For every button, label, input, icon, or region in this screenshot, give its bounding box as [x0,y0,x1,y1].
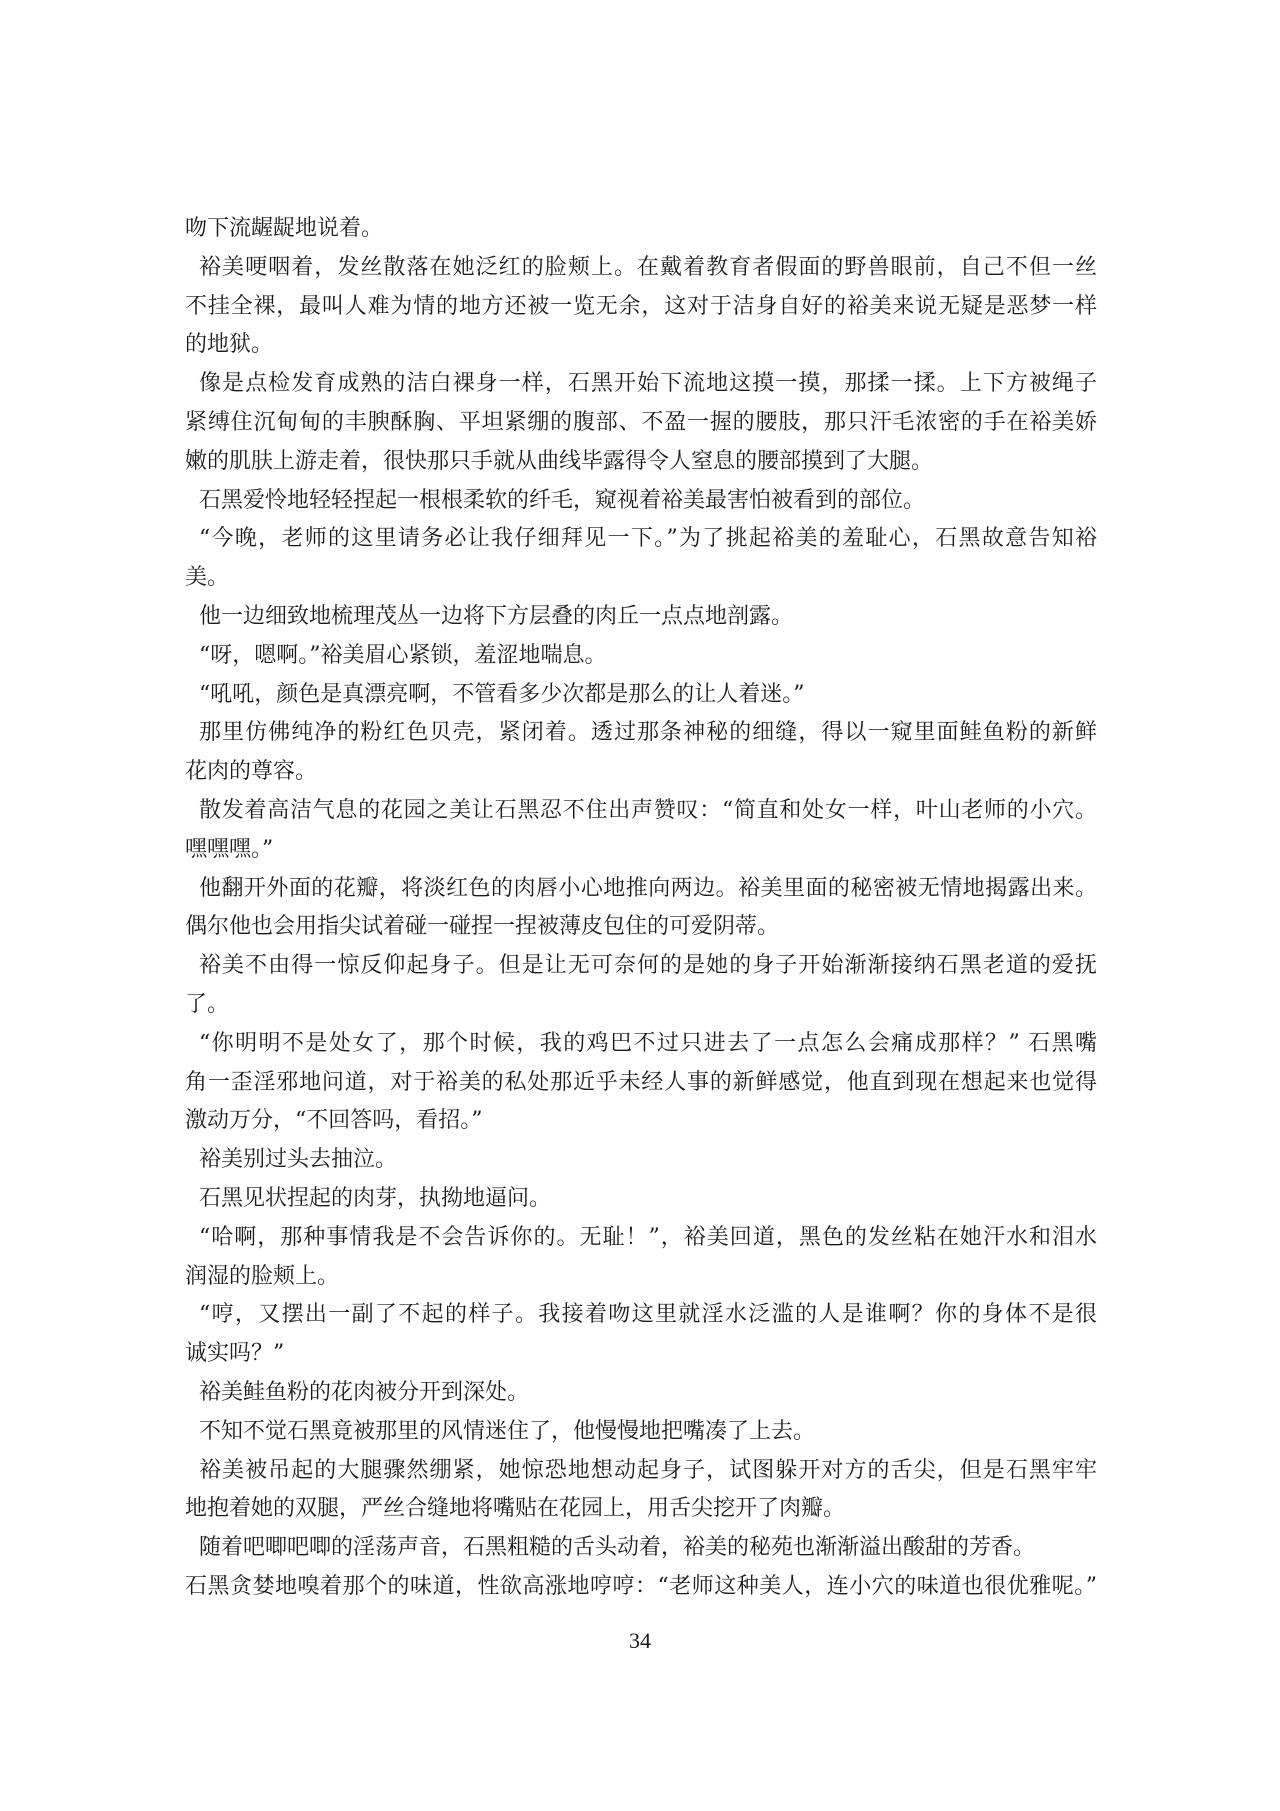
text-line: “哼，又摆出一副了不起的样子。我接着吻这里就淫水泛滥的人是谁啊？你的身体不是很 [199,1302,1097,1328]
text-line: 激动万分，“不回答吗，看招。” [185,1108,483,1134]
text-line: 润湿的脸颊上。 [185,1263,340,1289]
paragraph [185,520,1097,598]
text-line: “呀，嗯啊。”裕美眉心紧锁，羞涩地喘息。 [199,642,607,668]
paragraph [185,1296,1097,1374]
text-line: 石黑爱怜地轻轻捏起一根根柔软的纤毛，窥视着裕美最害怕被看到的部位。 [199,487,926,513]
paragraph [185,870,1097,948]
text-line: 偶尔他也会用指尖试着碰一碰捏一捏被薄皮包住的可爱阴蒂。 [185,914,780,940]
text-line: 的地狱。 [185,332,274,358]
text-line: 裕美别过头去抽泣。 [199,1147,398,1173]
text-line: 裕美哽咽着，发丝散落在她泛红的脸颊上。在戴着教育者假面的野兽眼前，自己不但一丝 [199,254,1097,280]
text-line: 他一边细致地梳理茂丛一边将下方层叠的肉丘一点点地剖露。 [199,603,794,629]
text-line: 裕美鲑鱼粉的花肉被分开到深处。 [199,1379,530,1405]
text-line: 石黑见状捏起的肉芽，执拗地逼问。 [199,1185,552,1211]
text-line: 他翻开外面的花瓣，将淡红色的肉唇小心地推向两边。裕美里面的秘密被无情地揭露出来。 [199,875,1097,901]
text-line: “哈啊，那种事情我是不会告诉你的。无耻！”，裕美回道，黑色的发丝粘在她汗水和泪水 [199,1224,1097,1250]
text-line: 地抱着她的双腿，严丝合缝地将嘴贴在花园上，用舌尖挖开了肉瓣。 [185,1496,846,1522]
text-line: 角一歪淫邪地问道，对于裕美的私处那近乎未经人事的新鲜感觉，他直到现在想起来也觉得 [185,1069,1097,1095]
text-line: 裕美不由得一惊反仰起身子。但是让无可奈何的是她的身子开始渐渐接纳石黑老道的爱抚 [199,953,1097,979]
text-line: 嫩的肌肤上游走着，很快那只手就从曲线毕露得令人窒息的腰部摸到了大腿。 [185,448,934,474]
text-line: 裕美被吊起的大腿骤然绷紧，她惊恐地想动起身子，试图躲开对方的舌尖，但是石黑牢牢 [199,1457,1097,1483]
text-line: 像是点检发育成熟的洁白裸身一样，石黑开始下流地这摸一摸，那揉一揉。上下方被绳子 [199,371,1097,397]
paragraph [185,1374,1097,1413]
paragraph [185,637,1097,676]
text-line: 嘿嘿嘿。” [185,836,274,862]
paragraph [185,598,1097,637]
text-line: 花肉的尊容。 [185,759,318,785]
paragraph [185,792,1097,870]
paragraph [185,249,1097,365]
text-line: 那里仿佛纯净的粉红色贝壳，紧闭着。透过那条神秘的细缝，得以一窥里面鲑鱼粉的新鲜 [199,720,1097,746]
text-line: “吼吼，颜色是真漂亮啊，不管看多少次都是那么的让人着迷。” [199,681,805,707]
paragraph [185,482,1097,521]
paragraph [185,210,1097,249]
page-number: 34 [629,1628,651,1653]
text-line: 随着吧唧吧唧的淫荡声音，石黑粗糙的舌头动着，裕美的秘苑也渐渐溢出酸甜的芳香。 [199,1535,1036,1561]
paragraph [185,1529,1097,1568]
text-line: “今晚，老师的这里请务必让我仔细拜见一下。”为了挑起裕美的羞耻心，石黑故意告知裕 [199,526,1097,552]
text-line: 吻下流龌龊地说着。 [185,216,384,241]
text-line: 了。 [185,991,230,1017]
paragraph [185,947,1097,1025]
paragraph [185,1413,1097,1452]
text-line: 不知不觉石黑竟被那里的风情迷住了，他慢慢地把嘴凑了上去。 [199,1418,816,1444]
paragraph [185,1219,1097,1297]
paragraph [185,714,1097,792]
text-line: 诚实吗？” [185,1341,285,1367]
text-line: “你明明不是处女了，那个时候，我的鸡巴不过只进去了一点怎么会痛成那样？” 石黑嘴 [199,1030,1097,1056]
paragraph [185,676,1097,715]
paragraph [185,365,1097,481]
text-line: 美。 [185,565,230,591]
paragraph [185,1025,1097,1141]
paragraph [185,1452,1097,1530]
text-line: 石黑贪婪地嗅着那个的味道，性欲高涨地哼哼：“老师这种美人，连小穴的味道也很优雅呢。” [185,1573,1097,1599]
paragraph [185,1568,1097,1607]
paragraph [185,1141,1097,1180]
text-line: 紧缚住沉甸甸的丰腴酥胸、平坦紧绷的腹部、不盈一握的腰肢，那只汗毛浓密的手在裕美娇 [185,409,1097,435]
body-text [185,210,1097,1607]
paragraph [185,1180,1097,1219]
text-line: 散发着高洁气息的花园之美让石黑忍不住出声赞叹：“简直和处女一样，叶山老师的小穴。 [199,797,1097,823]
text-line: 不挂全裸，最叫人难为情的地方还被一览无余，这对于洁身自好的裕美来说无疑是恶梦一样 [185,293,1097,319]
